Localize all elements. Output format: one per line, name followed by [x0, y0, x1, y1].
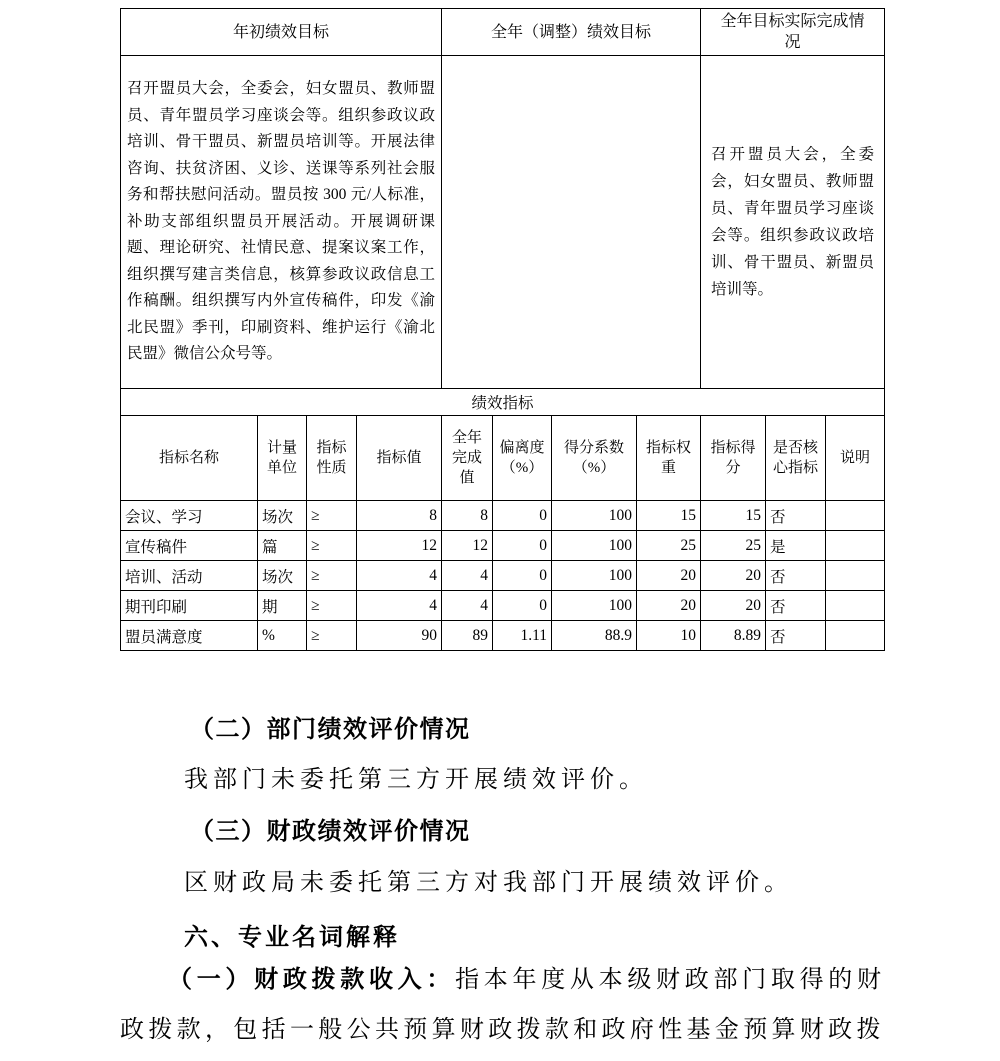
indicator-coefficient: 100	[552, 501, 637, 531]
indicator-coefficient: 100	[552, 531, 637, 561]
col-header-score: 指标得分	[701, 416, 766, 501]
section-heading-fiscal-evaluation: （三）财政绩效评价情况	[190, 819, 471, 845]
indicator-target: 4	[357, 561, 442, 591]
indicator-target: 4	[357, 591, 442, 621]
indicator-note	[826, 501, 885, 531]
definition-text-start: 指本年度从本级财政部门取得的财	[455, 967, 885, 993]
section-heading-dept-evaluation: （二）部门绩效评价情况	[190, 717, 471, 743]
indicator-score: 20	[701, 591, 766, 621]
indicator-score: 15	[701, 501, 766, 531]
indicator-note	[826, 591, 885, 621]
header-initial-goal: 年初绩效目标	[121, 9, 442, 56]
indicator-name: 培训、活动	[121, 561, 258, 591]
col-header-coefficient: 得分系数（%）	[552, 416, 637, 501]
indicator-score: 8.89	[701, 621, 766, 651]
indicator-nature: ≥	[307, 531, 357, 561]
indicator-core: 否	[766, 501, 826, 531]
indicator-completed: 8	[442, 501, 493, 531]
header-actual-completion: 全年目标实际完成情况	[701, 9, 885, 56]
indicator-core: 否	[766, 591, 826, 621]
indicator-score: 20	[701, 561, 766, 591]
indicator-core: 否	[766, 621, 826, 651]
section-heading-terminology: 六、专业名词解释	[184, 924, 400, 951]
indicator-core: 否	[766, 561, 826, 591]
indicator-note	[826, 531, 885, 561]
table-row	[121, 531, 885, 561]
indicator-completed: 4	[442, 561, 493, 591]
indicator-section-row	[121, 389, 885, 416]
actual-completion-text: 召开盟员大会，全委会，妇女盟员、教师盟员、青年盟员学习座谈会等。组织参政议政培训、骨干盟员、新盟员培训等。	[701, 56, 885, 389]
definition-term: （一）财政拨款收入：	[168, 967, 456, 993]
indicator-name: 盟员满意度	[121, 621, 258, 651]
indicator-completed: 89	[442, 621, 493, 651]
indicator-weight: 20	[637, 561, 701, 591]
col-header-target: 指标值	[357, 416, 442, 501]
indicator-coefficient: 100	[552, 561, 637, 591]
col-header-weight: 指标权重	[637, 416, 701, 501]
col-header-core: 是否核心指标	[766, 416, 826, 501]
initial-goal-text: 召开盟员大会，全委会，妇女盟员、教师盟员、青年盟员学习座谈会等。组织参政议政培训、骨干盟员、新盟员培训等。开展法律咨询、扶贫济困、义诊、送课等系列社会服务和帮扶慰问活动。盟员按 300 元/人标准，补助支部组织盟员开展活动。开展调研课题、理论研究、社情民意、提案议案工作，组织撰写建言类信息，核算参政议政信息工作稿酬。组织撰写内外宣传稿件，印发《渝北民盟》季刊，印刷资料、维护运行《渝北民盟》微信公众号等。	[121, 56, 442, 389]
definition-line-2: 政拨款，包括一般公共预算财政拨款和政府性基金预算财政拨	[120, 1017, 884, 1043]
indicator-unit: %	[258, 621, 307, 651]
table-row	[121, 561, 885, 591]
indicator-deviation: 0	[493, 591, 552, 621]
indicator-unit: 期	[258, 591, 307, 621]
indicator-unit: 场次	[258, 561, 307, 591]
indicator-weight: 25	[637, 531, 701, 561]
goal-header-row	[121, 9, 885, 56]
table-row	[121, 621, 885, 651]
definition-line-1	[120, 962, 884, 998]
col-header-nature: 指标性质	[307, 416, 357, 501]
indicator-deviation: 1.11	[493, 621, 552, 651]
indicator-weight: 20	[637, 591, 701, 621]
indicator-nature: ≥	[307, 621, 357, 651]
indicator-coefficient: 100	[552, 591, 637, 621]
col-header-unit: 计量单位	[258, 416, 307, 501]
indicator-completed: 4	[442, 591, 493, 621]
indicator-deviation: 0	[493, 531, 552, 561]
paragraph-dept-evaluation: 我部门未委托第三方开展绩效评价。	[184, 767, 648, 793]
col-header-completed: 全年完成值	[442, 416, 493, 501]
indicator-section-title: 绩效指标	[121, 389, 885, 416]
indicator-deviation: 0	[493, 561, 552, 591]
indicator-name: 期刊印刷	[121, 591, 258, 621]
indicator-nature: ≥	[307, 591, 357, 621]
indicator-note	[826, 621, 885, 651]
indicator-unit: 篇	[258, 531, 307, 561]
indicator-target: 8	[357, 501, 442, 531]
indicator-weight: 10	[637, 621, 701, 651]
performance-goal-table	[120, 8, 885, 651]
indicator-note	[826, 561, 885, 591]
indicator-unit: 场次	[258, 501, 307, 531]
table-row	[121, 501, 885, 531]
indicator-nature: ≥	[307, 501, 357, 531]
indicator-name: 会议、学习	[121, 501, 258, 531]
table-row	[121, 591, 885, 621]
indicator-deviation: 0	[493, 501, 552, 531]
indicator-target: 90	[357, 621, 442, 651]
adjusted-goal-text	[442, 56, 701, 389]
indicator-name: 宣传稿件	[121, 531, 258, 561]
indicator-weight: 15	[637, 501, 701, 531]
col-header-note: 说明	[826, 416, 885, 501]
header-adjusted-goal: 全年（调整）绩效目标	[442, 9, 701, 56]
col-header-deviation: 偏离度（%）	[493, 416, 552, 501]
indicator-core: 是	[766, 531, 826, 561]
indicator-target: 12	[357, 531, 442, 561]
indicator-header-row	[121, 416, 885, 501]
indicator-completed: 12	[442, 531, 493, 561]
goal-content-row	[121, 56, 885, 389]
indicator-score: 25	[701, 531, 766, 561]
paragraph-fiscal-evaluation: 区财政局未委托第三方对我部门开展绩效评价。	[184, 870, 793, 896]
col-header-name: 指标名称	[121, 416, 258, 501]
indicator-nature: ≥	[307, 561, 357, 591]
indicator-coefficient: 88.9	[552, 621, 637, 651]
